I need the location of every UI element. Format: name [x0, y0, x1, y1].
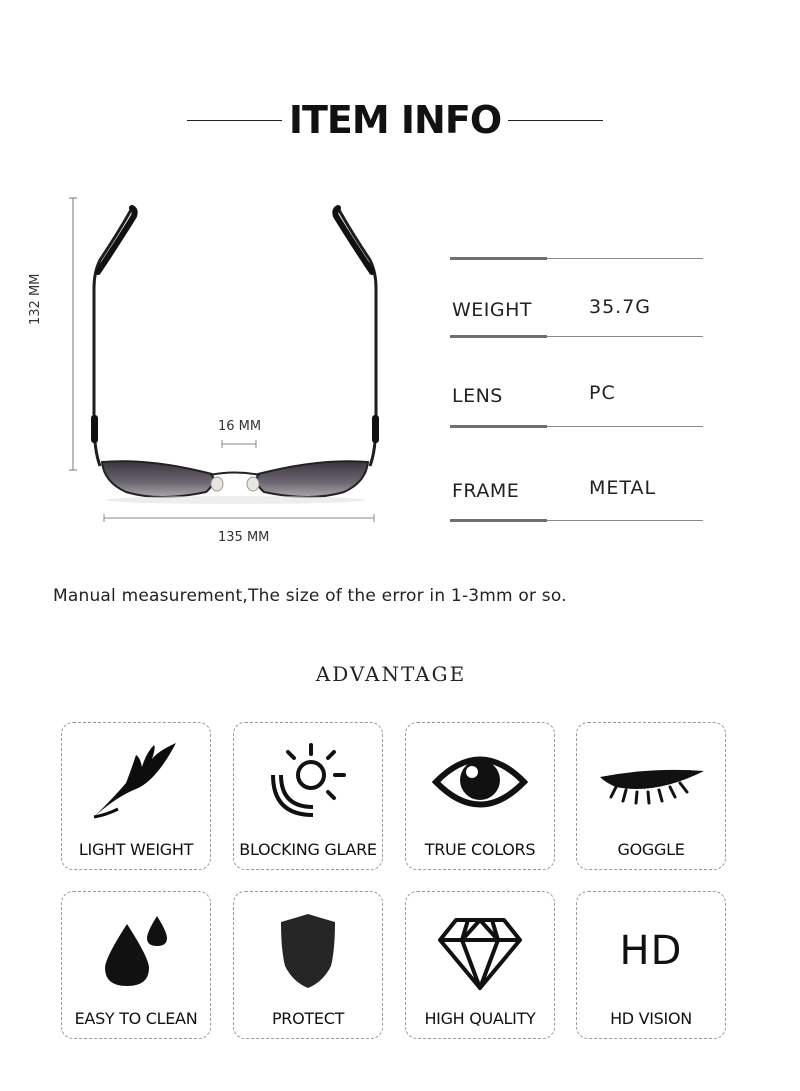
page-title: ITEM INFO	[288, 98, 502, 142]
feature-card-goggle	[576, 722, 726, 870]
advantage-heading: ADVANTAGE	[315, 662, 467, 686]
height-dimension-line	[69, 198, 77, 470]
width-dimension-line	[104, 514, 374, 522]
feature-label: TRUE COLORS	[424, 840, 536, 859]
feature-card-hd-vision	[576, 891, 726, 1039]
feature-card-protect	[233, 891, 383, 1039]
feature-card-easy-to-clean	[61, 891, 211, 1039]
feature-card-blocking-glare	[233, 722, 383, 870]
feature-card-high-quality	[405, 891, 555, 1039]
feature-card-light-weight	[61, 722, 211, 870]
sunglasses-diagram	[60, 190, 400, 530]
bridge-dimension-line	[222, 440, 256, 448]
sun-glare-icon	[263, 737, 353, 827]
spec-value-weight: 35.7G	[589, 296, 652, 318]
shield-icon	[263, 906, 353, 996]
bridge-dimension-label: 16 MM	[218, 419, 262, 434]
spec-divider	[450, 258, 703, 259]
feature-label: HIGH QUALITY	[424, 1009, 536, 1028]
spec-label-weight: WEIGHT	[452, 299, 533, 321]
feature-card-true-colors	[405, 722, 555, 870]
eye-icon	[430, 737, 530, 827]
title-rule-right	[508, 120, 603, 121]
water-drops-icon	[91, 906, 181, 996]
feather-icon	[86, 737, 186, 827]
spec-value-lens: PC	[589, 382, 616, 404]
right-lens	[257, 461, 368, 497]
feature-label: HD VISION	[610, 1009, 692, 1028]
measurement-note: Manual measurement,The size of the error in 1-3mm or so.	[53, 586, 567, 606]
diamond-icon	[430, 906, 530, 996]
left-lens	[102, 461, 213, 497]
spec-label-frame: FRAME	[452, 480, 520, 502]
feature-label: EASY TO CLEAN	[74, 1009, 198, 1028]
width-dimension-label: 135 MM	[218, 530, 270, 545]
feature-label: PROTECT	[271, 1009, 345, 1028]
feature-label: LIGHT WEIGHT	[78, 840, 194, 859]
hd-icon: HD	[619, 928, 683, 974]
spec-label-lens: LENS	[452, 385, 503, 407]
spec-divider	[450, 336, 703, 337]
closed-eye-icon	[596, 737, 706, 827]
spec-divider	[450, 426, 703, 427]
spec-divider	[450, 520, 703, 521]
feature-label: GOGGLE	[617, 840, 685, 859]
height-dimension-label: 132 MM	[28, 273, 43, 325]
spec-value-frame: METAL	[589, 477, 657, 499]
feature-label: BLOCKING GLARE	[239, 840, 377, 859]
